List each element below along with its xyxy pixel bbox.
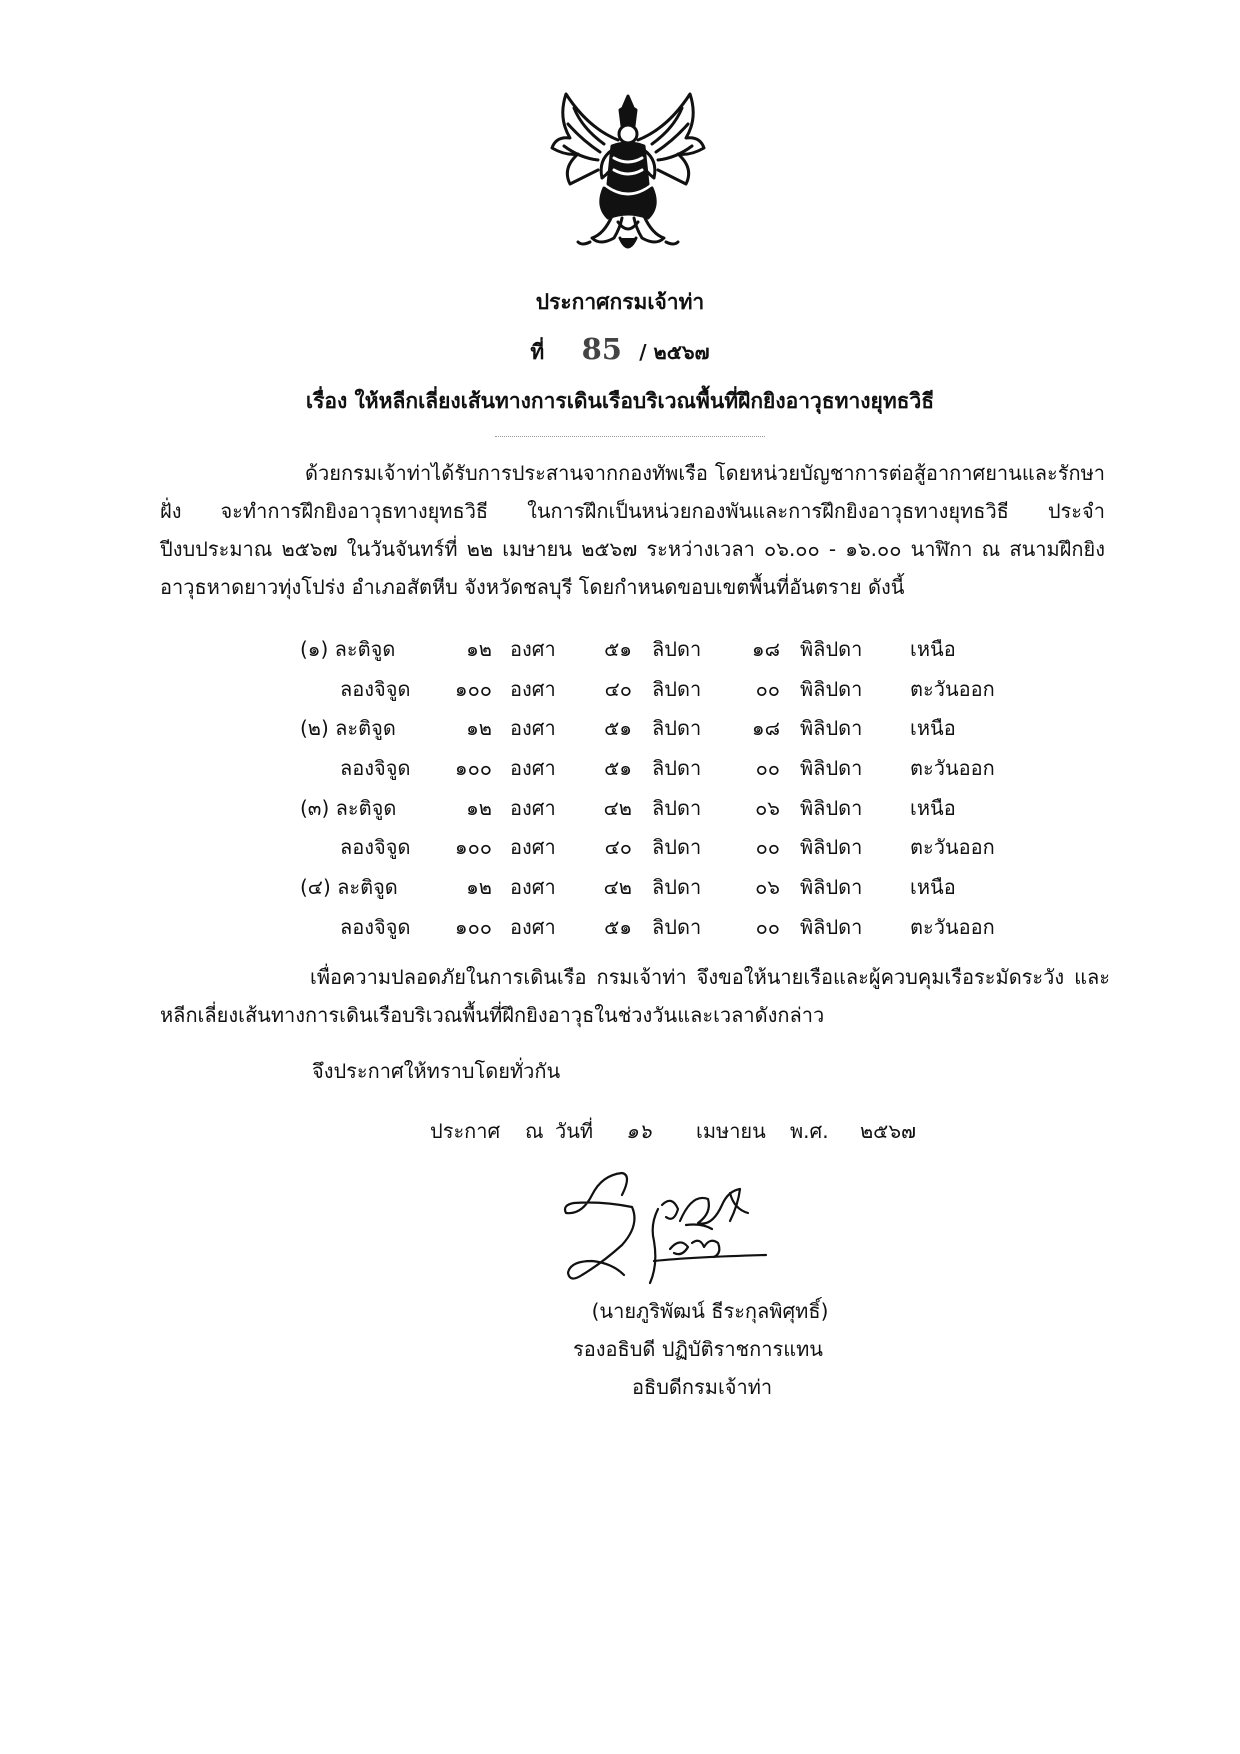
- body-paragraph-3: จึงประกาศให้ทราบโดยทั่วกัน: [312, 1059, 561, 1083]
- signatory-position-2: อธิบดีกรมเจ้าท่า: [632, 1375, 773, 1399]
- coord-label: (๒) ละติจูด: [300, 716, 396, 741]
- coord-seconds-unit: พิลิปดา: [800, 716, 863, 741]
- dateline-day-label: วันที่: [555, 1119, 594, 1143]
- coord-seconds-unit: พิลิปดา: [800, 795, 863, 820]
- coord-minutes: ๔๐: [604, 676, 632, 701]
- coord-seconds-unit: พิลิปดา: [800, 875, 863, 900]
- coord-minutes: ๕๑: [604, 637, 632, 661]
- coord-degrees-unit: องศา: [510, 756, 556, 781]
- coord-minutes-unit: ลิปดา: [652, 637, 702, 661]
- coord-seconds-unit: พิลิปดา: [800, 756, 863, 781]
- coord-seconds: ๐๐: [755, 676, 780, 701]
- coord-label: ลองจิจูด: [340, 835, 411, 860]
- coord-minutes-unit: ลิปดา: [652, 756, 702, 781]
- coord-degrees-unit: องศา: [510, 835, 556, 860]
- coord-degrees: ๑๐๐: [454, 835, 492, 860]
- coordinate-list: [300, 630, 1020, 948]
- dateline-year: ๒๕๖๗: [860, 1119, 917, 1143]
- coord-label: ลองจิจูด: [340, 676, 411, 701]
- coord-degrees: ๑๐๐: [454, 914, 492, 939]
- coord-degrees-unit: องศา: [510, 637, 556, 661]
- coord-seconds: ๑๘: [751, 637, 780, 661]
- coord-degrees: ๑๒: [466, 795, 492, 820]
- coord-direction: เหนือ: [910, 716, 956, 741]
- handwritten-signature: [562, 1165, 782, 1295]
- coordinate-row: [300, 868, 1020, 908]
- coord-direction: ตะวันออก: [910, 914, 995, 939]
- coord-seconds: ๐๖: [755, 795, 780, 820]
- coordinate-row: [300, 709, 1020, 749]
- coord-degrees-unit: องศา: [510, 716, 556, 741]
- coord-degrees-unit: องศา: [510, 914, 556, 939]
- coord-minutes-unit: ลิปดา: [652, 676, 702, 701]
- coord-label: ลองจิจูด: [340, 756, 411, 781]
- coord-degrees: ๑๒: [466, 716, 492, 741]
- department-title: ประกาศกรมเจ้าท่า: [535, 290, 705, 314]
- coord-label: (๑) ละติจูด: [300, 637, 396, 661]
- coord-seconds: ๐๖: [755, 875, 780, 900]
- subject-title: เรื่อง ให้หลีกเลี่ยงเส้นทางการเดินเรือบริเวณพื้นที่ฝึกยิงอาวุธทางยุทธวิธี: [305, 389, 935, 413]
- announcement-number: [0, 332, 1240, 369]
- coord-minutes: ๕๑: [604, 756, 632, 781]
- coord-direction: ตะวันออก: [910, 835, 995, 860]
- body-paragraph-1: ด้วยกรมเจ้าท่าได้รับการประสานจากกองทัพเรือ โดยหน่วยบัญชาการต่อสู้อากาศยานและรักษาฝั่ง จะทำการฝึกยิงอาวุธทางยุทธวิธี ในการฝึกเป็นหน่วยกองพันและการฝึกยิงอาวุธทางยุทธวิธี ประจำปีงบประมาณ ๒๕๖๗ ในวันจันทร์ที่ ๒๒ เมษายน ๒๕๖๗ ระหว่างเวลา ๐๖.๐๐ - ๑๖.๐๐ นาฬิกา ณ สนามฝึกยิงอาวุธหาดยาวทุ่งโปร่ง อำเภอสัตหีบ จังหวัดชลบุรี โดยกำหนดขอบเขตพื้นที่อันตราย ดังนี้: [160, 461, 1105, 599]
- coordinate-row: [300, 630, 1020, 670]
- coord-minutes-unit: ลิปดา: [652, 795, 702, 820]
- body-paragraph-2: เพื่อความปลอดภัยในการเดินเรือ กรมเจ้าท่า จึงขอให้นายเรือและผู้ควบคุมเรือระมัดระวัง และหลีกเลี่ยงเส้นทางการเดินเรือบริเวณพื้นที่ฝึกยิงอาวุธในช่วงวันและเวลาดังกล่าว: [160, 965, 1110, 1027]
- title-divider: [495, 436, 765, 437]
- coord-seconds: ๐๐: [755, 835, 780, 860]
- coord-degrees: ๑๒: [466, 875, 492, 900]
- signatory-name: (นายภูริพัฒน์ ธีระกุลพิศุทธิ์): [591, 1299, 829, 1323]
- coord-minutes: ๔๐: [604, 835, 632, 860]
- coordinate-row: [300, 908, 1020, 948]
- dateline-at: ณ: [525, 1119, 544, 1143]
- coord-degrees-unit: องศา: [510, 795, 556, 820]
- coordinate-row: [300, 749, 1020, 789]
- coord-direction: ตะวันออก: [910, 676, 995, 701]
- coord-minutes-unit: ลิปดา: [652, 914, 702, 939]
- coord-minutes-unit: ลิปดา: [652, 875, 702, 900]
- dateline-era: พ.ศ.: [790, 1119, 829, 1143]
- number-label: ที่: [530, 340, 545, 364]
- coord-direction: ตะวันออก: [910, 756, 995, 781]
- dateline-month: เมษายน: [696, 1119, 766, 1143]
- coord-label: ลองจิจูด: [340, 914, 411, 939]
- coord-degrees: ๑๐๐: [454, 676, 492, 701]
- coord-direction: เหนือ: [910, 795, 956, 820]
- coordinate-row: [300, 670, 1020, 710]
- coordinate-row: [300, 789, 1020, 829]
- coord-minutes: ๕๑: [604, 914, 632, 939]
- number-value: 85: [581, 332, 622, 366]
- dateline-prefix: ประกาศ: [430, 1119, 501, 1143]
- coord-minutes: ๕๑: [604, 716, 632, 741]
- coord-minutes: ๔๒: [603, 795, 632, 820]
- coord-seconds-unit: พิลิปดา: [800, 676, 863, 701]
- coord-seconds: ๑๘: [751, 716, 780, 741]
- coord-direction: เหนือ: [910, 875, 956, 900]
- signatory-position-1: รองอธิบดี ปฏิบัติราชการแทน: [573, 1337, 823, 1361]
- coord-label: (๔) ละติจูด: [300, 875, 398, 900]
- coord-degrees: ๑๒: [466, 637, 492, 661]
- coord-minutes-unit: ลิปดา: [652, 835, 702, 860]
- coord-minutes: ๔๒: [603, 875, 632, 900]
- coord-degrees: ๑๐๐: [454, 756, 492, 781]
- coord-seconds: ๐๐: [755, 914, 780, 939]
- dateline-day: ๑๖: [626, 1119, 652, 1143]
- coord-direction: เหนือ: [910, 637, 956, 661]
- coord-seconds-unit: พิลิปดา: [800, 835, 863, 860]
- coord-degrees-unit: องศา: [510, 875, 556, 900]
- coord-seconds-unit: พิลิปดา: [800, 914, 863, 939]
- number-year: / ๒๕๖๗: [639, 340, 710, 364]
- coord-seconds: ๐๐: [755, 756, 780, 781]
- signatory-block: [560, 1292, 860, 1406]
- coordinate-row: [300, 828, 1020, 868]
- coord-label: (๓) ละติจูด: [300, 795, 397, 820]
- coord-minutes-unit: ลิปดา: [652, 716, 702, 741]
- coord-seconds-unit: พิลิปดา: [800, 637, 863, 661]
- coord-degrees-unit: องศา: [510, 676, 556, 701]
- garuda-emblem-icon: [548, 88, 708, 263]
